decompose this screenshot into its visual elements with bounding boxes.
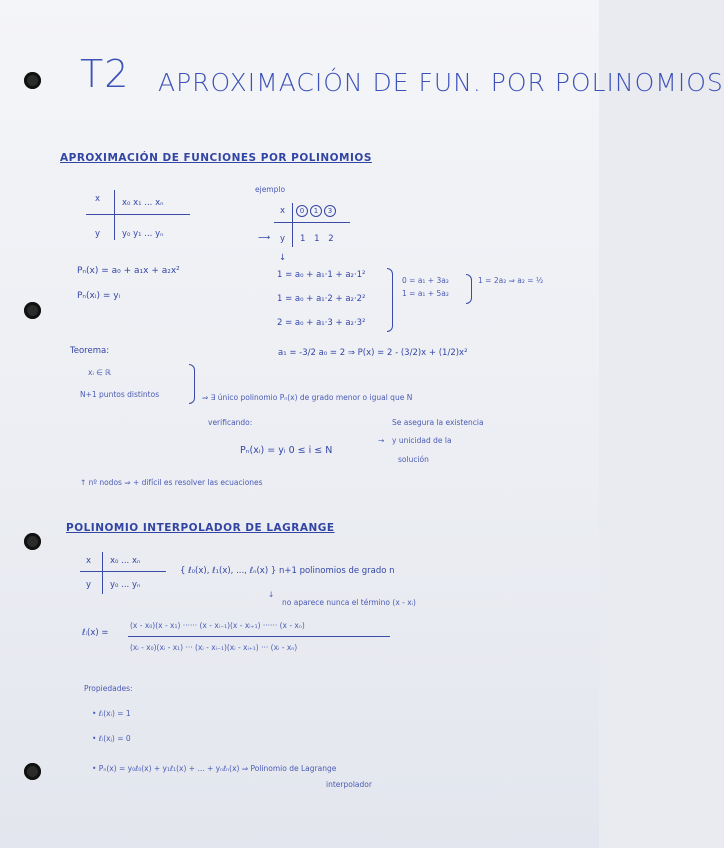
section-heading: APROXIMACIÓN DE FUNCIONES POR POLINOMIOS xyxy=(60,152,372,164)
solve-a2: 1 = 2a₂ ⇒ a₂ = ½ xyxy=(478,276,544,285)
binder-hole xyxy=(24,533,41,550)
arrow-down-icon: ↓ xyxy=(268,590,275,599)
theorem-equation: Pₙ(xᵢ) = yᵢ 0 ≤ i ≤ N xyxy=(240,445,333,456)
theorem-label: Teorema: xyxy=(70,346,110,356)
lagrange-li-label: ℓᵢ(x) = xyxy=(82,628,109,638)
property-item-tail: interpolador xyxy=(326,780,372,789)
binder-hole xyxy=(24,763,41,780)
lagrange-basis: { ℓ₀(x), ℓ₁(x), ..., ℓₙ(x) } n+1 polinomios de grado n xyxy=(180,566,395,576)
example-equation: 2 = a₀ + a₁·3 + a₂·3² xyxy=(277,318,366,328)
example-solution: a₁ = -3/2 a₀ = 2 ⇒ P(x) = 2 - (3/2)x + (1/2)x² xyxy=(278,348,468,358)
right-brace xyxy=(466,274,472,304)
table-horizontal-rule xyxy=(80,571,166,572)
example-equation: 1 = a₀ + a₁·1 + a₂·1² xyxy=(277,270,366,280)
theorem-note: Se asegura la existencia xyxy=(392,418,484,427)
property-item: • ℓᵢ(xⱼ) = 0 xyxy=(92,734,131,743)
example-x-label: x xyxy=(280,206,286,216)
binder-hole xyxy=(24,302,41,319)
page-title: APROXIMACIÓN DE FUN. POR POLINOMIOS xyxy=(158,68,724,97)
table-x-label: x xyxy=(95,194,101,204)
reduced-equation: 1 = a₁ + 5a₂ xyxy=(402,289,449,298)
fraction-bar xyxy=(128,636,390,637)
theorem-note: solución xyxy=(398,455,429,464)
reduced-equation: 0 = a₁ + 3a₂ xyxy=(402,276,449,285)
title-number: T2 xyxy=(80,52,130,96)
table-y-label: y xyxy=(86,580,92,590)
nodes-note: ↑ nº nodos ⇒ + difícil es resolver las ecuaciones xyxy=(80,478,263,487)
table-y-values: y₀ y₁ ... yₙ xyxy=(122,229,164,239)
table-x-values: x₀ x₁ ... xₙ xyxy=(122,198,164,208)
example-x-values xyxy=(295,205,337,217)
right-brace xyxy=(189,364,195,404)
arrow-right-icon: → xyxy=(378,436,385,445)
right-brace xyxy=(387,268,393,332)
theorem-statement: ⇒ ∃ único polinomio Pₙ(x) de grado menor o igual que N xyxy=(202,393,413,402)
table-vertical-rule xyxy=(102,552,103,594)
table-horizontal-rule xyxy=(86,214,190,215)
lagrange-note: no aparece nunca el término (x - xᵢ) xyxy=(282,598,416,607)
polynomial-condition: Pₙ(xᵢ) = yᵢ xyxy=(77,291,121,301)
table-vertical-rule xyxy=(114,190,115,240)
table-y-values: y₀ ... yₙ xyxy=(110,580,141,590)
lagrange-denominator: (xᵢ - x₀)(xᵢ - x₁) ··· (xᵢ - xᵢ₋₁)(xᵢ - xᵢ₊₁) ··· (xᵢ - xₙ) xyxy=(130,643,298,652)
example-equation: 1 = a₀ + a₁·2 + a₂·2² xyxy=(277,294,366,304)
theorem-condition: N+1 puntos distintos xyxy=(80,390,160,399)
example-y-values: 1 1 2 xyxy=(300,234,334,244)
circled-value: 0 xyxy=(296,205,308,217)
example-label: ejemplo xyxy=(255,185,286,194)
circled-value: 3 xyxy=(324,205,336,217)
example-vertical-rule xyxy=(292,203,293,247)
arrow-down-icon: ↓ xyxy=(279,253,287,263)
table-x-label: x xyxy=(86,556,92,566)
section-heading: POLINOMIO INTERPOLADOR DE LAGRANGE xyxy=(66,522,335,534)
example-horizontal-rule xyxy=(274,222,350,223)
theorem-statement: verificando: xyxy=(208,418,253,427)
property-item: • ℓᵢ(xᵢ) = 1 xyxy=(92,709,131,718)
table-x-values: x₀ ... xₙ xyxy=(110,556,141,566)
property-item: • Pₙ(x) = y₀ℓ₀(x) + y₁ℓ₁(x) + ... + yₙℓₙ(x) ⇒ Polinomio de Lagrange xyxy=(92,764,337,773)
lagrange-numerator: (x - x₀)(x - x₁) ······ (x - xᵢ₋₁)(x - xᵢ₊₁) ······ (x - xₙ) xyxy=(130,621,305,630)
theorem-condition: xᵢ ∈ ℝ xyxy=(88,368,112,377)
properties-label: Propiedades: xyxy=(84,684,133,693)
arrow-right-icon: ⟶ xyxy=(258,233,271,243)
polynomial-definition: Pₙ(x) = a₀ + a₁x + a₂x² xyxy=(77,266,180,276)
binder-hole xyxy=(24,72,41,89)
theorem-note: y unicidad de la xyxy=(392,436,452,445)
example-y-label: y xyxy=(280,234,286,244)
circled-value: 1 xyxy=(310,205,322,217)
table-y-label: y xyxy=(95,229,101,239)
